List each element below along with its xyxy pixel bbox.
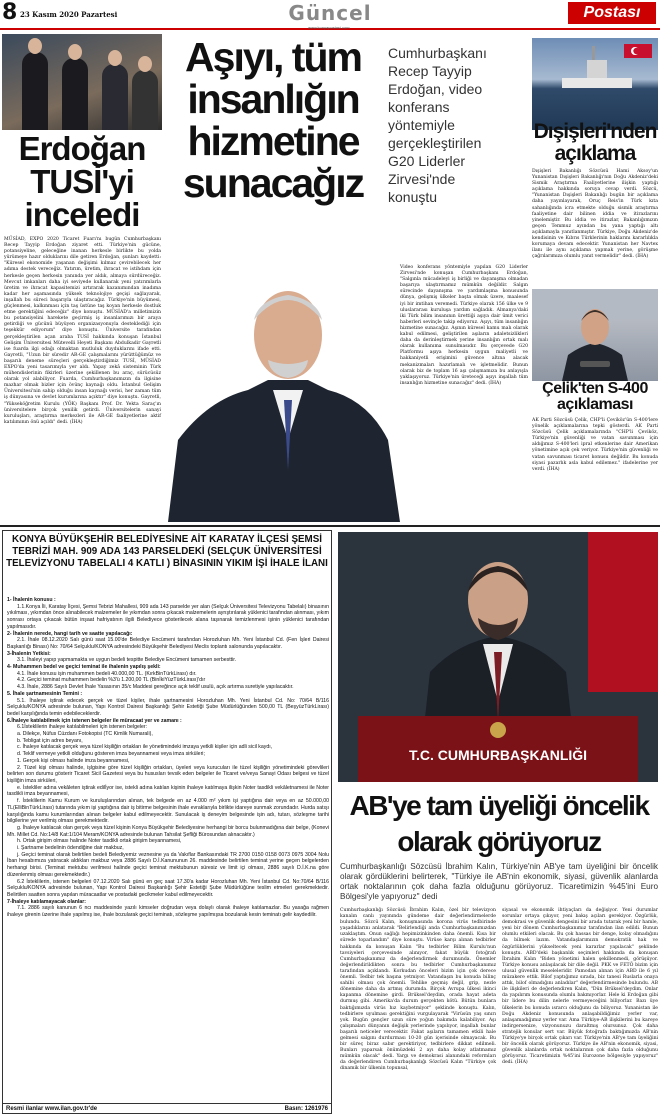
tender-paragraph	[7, 637, 329, 650]
tender-paragraph-text: 6.1İsteklilerin ihaleye katılabilmeleri için istenen belgeler:	[17, 724, 148, 731]
tender-paragraph	[7, 899, 329, 906]
tender-paragraph-text: 6.2 İsteklilerin, istenen belgeleri 07.12.2020 Salı günü en geç saat 17.30'a kadar Horozluhan Mh. Yeni İstanbul Cd. No:70/64 B/116 Selçuklu/KONYA adresinde bulunan, Yapı Kontrol Dairesi Başkanlığı Şehir Estetiği Şube Müdürlüğüne teslim etmeleri gerekmektedir. Belirtilen saatten sonra yapılan müracaatlar ve postadaki gecikmeler kabul edilmeyecektir.	[7, 878, 329, 898]
tender-paragraph-text: 1. Gerçek kişi olması halinde imza beyannamesi,	[17, 757, 130, 764]
vaccine-body: Video konferans yöntemiyle yapılan G20 Liderler Zirvesi'nde konuşan Cumhurbaşkanı Erdoğan, "Salgınla mücadeleyi iş birliği ve dayanışma olmadan başarıya ulaştırmamız mümkün değildir. Salgın sürecinde dayanışma ve yardımlaşma konusunda dünya, gelişmiş ülkeler başta olmak üzere, maalesef iyi bir imtihan veremedi. Türkiye olarak 156 ülke ve 9 uluslararası kuruluşa yardım sağladık. Almanya'daki iki Türk bilim insanının ürettiği aşıya dair ümit verici haberleri sevinçle takip ediyoruz. Aşıyı, tüm insanlığın hizmetine sunacağız. Aşının küresel kamu malı olarak kabul edilmesi, geliştirilen aşıların adaletsizlikleri daha da derinleştirmek yerine insanlığın ortak malı olarak kullanıma sunulmasıdır. Bu çerçevede G20 Platformu aşıya herkesin uygun maliyetli ve hakkaniyetli erişimini güvence altına alacak mekanizmaları hazırlamalı ve işletmelidir. Bunun olarak biz de toplam 16 aşı çalışmamıza bu anlayışla yaklaşıyoruz. Türkiye'nin üreteceği aşıyı inşallah tüm insanlığın hizmetine sunacağız" dedi. (İHA)	[400, 265, 528, 386]
tender-paragraph	[7, 698, 329, 718]
tender-paragraph-text: j. Geçici teminat olarak belirtilen bedeli Belediyemiz veznesine ya da Vakıflar Bankasındaki TR 2700 0150 0158 0073 0975 3004 Nolu İban hesabımıza yatıracak aldıkları makbuz veya 2886 Sayılı D.İ.Kanununun 26. maddesinde belirtilen teminat yerine geçen belgelerden herhangi birisi. (Teminat mektubu verilmesi halinde geçici teminat mektubunun süresiz ve limit içi olması, 2886 sayılı D.İ.K.na göre düzenlenmiş olması gerekmektedir.)	[7, 851, 329, 878]
vaccine-headline: Aşıyı, tüm insanlığın hizmetine sunacağız	[182, 34, 364, 206]
tender-body	[7, 597, 329, 919]
tender-paragraph-text: 4.3. İhale, 2886 Sayılı Devlet İhale Yasasının 35/c Maddesi gereğince açık teklif usulü, açık artırma suretiyle yapılacaktır.	[17, 684, 294, 691]
tender-paragraph-heading: 7-İhaleye katılamayacak olanlar:	[7, 898, 87, 905]
tender-paragraph-heading: 5. İhale şartnamesinin Temini :	[7, 690, 83, 697]
tender-paragraph	[7, 744, 329, 751]
tender-paragraph-text: g. İhaleye katılacak olan gerçek veya tüzel kişinin Konya Büyükşehir Belediyesine herhangi bir borcu bulunmadığına dair belge, (Konevi Mh. Millet Cd. No:14/8 Kat:1/104 Meram/KONYA adresinde bulunan Tahsilat Şefliği Bürosundan alınacaktır.)	[7, 824, 329, 838]
tender-paragraph-text: e. İstekliler adına vekâleten iştirak edilİyor ise, istekli adına katılan kişinin ihaleye katılmaya ilişkin Noter tasdikli vekâletnamesi ile Noter tasdikli imza beyannamesi,	[7, 784, 329, 798]
ship-photo	[532, 38, 658, 130]
ab-body-col2: siyasal ve ekonomik ihtiyaçları da değişiyor. Yeni durumlar sorunlar ortaya çıkıyor, yeni bakış açıları gerekiyor. Özgürlük, demokrasi ve güvenlik dengesini bir arada tutarak yeni bir hamle, yeni bir dönem Cumhurbaşkanımız tarafından ilan edildi. Bunun olumlu etkileri olacak. Bu çok hassas bir denge, kolay olmadığını da bilmek lazım. Vatandaşlarımızın demokratik hak ve özgürlüklerini yükseltecek yeni kararlar yapılacak" şeklinde konuştu. ABD'deki başkanlık seçimleri hakkında da konuşan İbrahim Kalın "Biden yönetimi halen şekillenmedi, görüşüyor. Türkiye konusu anlaşılacak bir dile değil. PKK ve FETÖ bizim için ulusal güvenlik meseleleridir. Pamodan alınan için ABD ile 6 yıl müzakere ettik. Bilof yaptığımız sırada, biz tanesi Ruslarla onaya attık, bilof olmadığını anladılar" değerlendirmesinde bulundu. AB ile ilişkileri de değerlendiren Kalın, "Dün Brüksel'deydim. Onlar da yapılırım konusunda olumlu bakmıyorlar. Hele ki Erdoğan gibi bir lidere bu dilin nelerle vermeyeceğini biliyorlar. Bazı üye ülkelerin bu konuda ısrarcı olduğunu da biliyoruz. Yunanistan ile Doğu Akdeniz konusunda anlaşabildiğimiz yerler var, anlaşamadığımız yerler var. Ama Türkiye-AB ilişkilerini bu kareye indirgersenize, vizyonunuzu daraltmış olursunuz. Çok daha stratejik konular sert var. Büyük fotoğrafa baktığımızda AB'nin Türkiye'ye birçok ortak çıkarı var. Türkiye'nin AB'ye tam üyeliğini bir öncelik olarak görüyoruz. Türkiye ile AB'nin ekonomik, siyasi, güvenlik alanlarda ortak noktalarının çok daha fazla olduğunu görüyoruz. Ticaretimizin %45'ini Eurozone bölgesiyle yapıyoruz" dedi. (İHA)	[502, 908, 658, 1066]
tender-paragraph-text: 2.1. İhale 08.12.2020 Salı günü saat 15.00'de Belediye Encümeni tarafından Horozluhan Mh. Yeni İstanbul Cd. (Fen İşleri Dairesi Başkanlığı Binası) No: 70/64 Selçuklu/KONYA adresindeki Büyükşehir Belediyesi Meclis toplantı salonunda yapılacaktır.	[7, 637, 329, 650]
erdogan-tusi-photo	[2, 34, 162, 130]
disisleri-headline: Dışişleri'nden açıklama	[533, 120, 657, 165]
tender-paragraph	[7, 879, 329, 899]
tender-paragraph-heading: 6.İhaleye katılabilmek için istenen belgeler ile müracaat yer ve zamanı :	[7, 717, 182, 724]
tender-paragraph-heading: 4- Muhammen bedel ve geçici teminat ile ihalenin yapılış şekli:	[7, 664, 161, 671]
tender-paragraph	[7, 758, 329, 765]
tender-paragraph	[7, 825, 329, 838]
tender-footer-press-id: Basın: 1261976	[284, 1106, 328, 1112]
tender-paragraph-text: 4.1. İhale konusu işin muhammen bedeli 40.000,00 TL. (KırkBinTürkLirası) dır.	[17, 670, 197, 677]
tender-paragraph	[7, 751, 329, 758]
tender-paragraph-text: 1.1.Konya İli, Karatay İlçesi, Şemsi Tebrizi Mahallesi, 909 ada 143 parselde yer alan (Selçuk Üniversitesi Televizyonu Tabelalı) binasının yıkılması, yıkımdan önce alınabilecek malzemeler ile yıkımdan sonra çıkacak malzemelerin ayrıştırılarak yüklenici tarafından alınması, yıkım sonrası ortaya çıkacak bütün inşaat hafriyatının ilgili Belediyece gösterilecek alana taşınarak temizlenmesi işinin yüklenici tarafından yapılmasıdır.	[7, 603, 329, 630]
tender-paragraph-text: 3.1. İhaleyi yapıp yapmamakta ve uygun bedeli tespitte Belediye Encümeni tamamen serbesttir.	[17, 657, 237, 664]
celik-body: AK Parti Sözcüsü Çelik, CHP'li Çeviköz'ün S-400'lere yönelik açıklamalarına tepki gösterdi. AK Parti Sözcüsü Çelik açıklamalarında "CHP'li Çeviköz, Türkiye'nin güvenliği ve vatan savunması için aldığımız S-400'leri ipral etkenlerine dair Amerikan yönetimine açık çek veriyor. Türkiye'nin güvenliği ve vatan savunması ticaret konusu değildir. Bu konuda siyasi pazarlık asla kabul edilemez." ifadelerine yer verdi. (İHA)	[532, 418, 658, 472]
tender-paragraph	[7, 765, 329, 785]
tender-paragraph	[7, 845, 329, 852]
tender-title: KONYA BÜYÜKŞEHİR BELEDİYESİNE AİT KARATAY İLÇESİ ŞEMSİ TEBRİZİ MAH. 909 ADA 143 PARSELDEKİ (SELÇUK ÜNİVERSİTESİ TELEVİZYONU TABELALI 4 KATLI ) BİNASININ YIKIM İŞİ İHALE İLANI	[6, 534, 328, 569]
tender-paragraph-text: 7.1. 2886 sayılı kanunun 6 ncı maddesinde yazılı kimseler doğrudan veya dolaylı olarak ihaleye katılamazlar. Bu yasağa rağmen ihaleye girenin üzerine ihale yapılmış ise, ihale bozularak geçici teminatı, sözleşme yapılmışsa bozularak kesin teminatı gelir kaydedilir.	[7, 905, 329, 919]
tender-paragraph-heading: 3-İhalenin Yetkisi:	[7, 650, 51, 657]
kalin-photo-sign: T.C. CUMHURBAŞKANLIĞI	[408, 747, 588, 763]
tender-paragraph	[7, 724, 329, 731]
erdogan-body: MÜSİAD, EXPO 2020 Ticaret Fuarı'nı bugün Cumhurbaşkanı Recep Tayyip Erdoğan ziyaret etti. Türkiye'nin gücüne, potansiyeline, geleceğine inanan herkesle birlikte bu yolda yürümeye hazır olduklarını dile getiren Erdoğan, şunları kaydetti: "Küresel ekonomide yaşanan değişimi kılmaz çevirebilecek her adıma destek vereceğiz. Yatırım, üretim, ihracat ve istihdam için herkesle geçen herkesin yanında yer aldık, almaya sürdüreceğiz. Mevcut imkanları daha iyi seviyede kullanarak yeni yatırımlarla üretim ve ihracat kapasitemizi artırarak kazanımından inadıma kadar her aşamasında yüksek teknolojiye geçişi sağlayarak, inşallah bu süreci başarıyla ulaştıracağız. Türkiye'nin büyümesi, güçlenmesi, kalkınması için taş üstüne taş koyan herkesle dostluk etme gerektiğini edeceğiz" diye konuştu. MÜSİAD'a milletimizin bu potansiyelini harekete geçirmiş iş insanlarımızı bir araya getirdiği ve gücünü büyüyen organizasyonuyla desteklediği için teşekkür ediyorum" diye konuştu. Üniversite tarafından gerçekleştirilen açan araba TUSİ hakkında konuşan İstanbul Gelişim Üniversitesi Mütevelli Heyeti Başkanı Abdulkadir Gayretli ise fuarda ilgi odağı olmaktan mutluluk duyduklarını ifade etti. Gayretli, "Uzun bir süredir AR-GE çalışmalarını yürüttüğümüz ve başarılı deneme süreçleri gerçekleştirdiğimiz TUSİ, MÜSİAD EXPO'da yeni tasarımıyla yer aldı. Yapay zekâ sisteminin Türk mühendislerinin fikirleri üzerine şekillenen bu araç, sürücüsüz olarak yol alabiliyor. Fuarda, Cumhurbaşkanımızın da ilgisine mazhar olmak bizler için övünç kaynağı oldu. İstanbul Gelişim Üniversitesi'nin sahip olduğu insan kaynağı verisi, her zaman tüm iş dünyasına ve devlet kurumlarına açıktır" diye konuştu. Gayretli, "Yükseköğretim Kurulu (YÖK) Başkanı Prof. Dr. Yekta Saraç'ın üniversitelere birçok yenilik getirdi. Üniversitelerin sanayi kuruluşları, araştırma merkezleri ile AR-GE faaliyetlerine aktif katılımının önü açıldı" dedi. (İHA)	[4, 237, 161, 425]
newspaper-logo: Postası	[568, 2, 656, 24]
tender-paragraph	[7, 905, 329, 918]
tender-paragraph	[7, 731, 329, 738]
ab-subhead: Cumhurbaşkanlığı Sözcüsü İbrahim Kalın, Türkiye'nin AB'ye tam üyeliğini bir öncelik olarak gördüklerini belirterek, "Türkiye ile AB'nin ekonomik, siyasi, güvenlik alanlarda ortak noktalarının çok daha fazla olduğunu görüyoruz. Ticaretimizin %45'ini Euro Bölgesi'yle yapıyoruz" dedi	[340, 862, 658, 901]
erdogan-portrait-photo	[168, 240, 416, 522]
tender-notice	[2, 530, 332, 1114]
tender-paragraph	[7, 852, 329, 879]
celik-photo	[532, 289, 658, 381]
disisleri-body: Dışişleri Bakanlığı Sözcüsü Hami Aksoy'un Yunanistan Dışişleri Bakanlığı'nın Doğu Akdeniz'deki Sismik Araştırma Faaliyetlerine ilişkin yaptığı açıklama hakkında soruya cevap verdi. Sözcü, "Yunanistan Dışişleri Bakanlığı bugün bir açıklama daha yayınlayarak, Oruç Reis'in Türk kıta sahanlığında icra etmekte olduğu sismik araştırma faaliyetine dair bilinen iddia ve itirazlarını yinelemiştir. Bu iddia ve itirazlar, Bakanlığımızın geçen Temmuz ayından bu yana yaptığı altı açıklamayla yanıtlanmıştır. Türkiye, Doğu Akdeniz'de kendisinin ve Kıbrıs Türklerinin haklarını kararlılıkla korumaya devam edecektir. Yunanistan her Navtex ilanı ile aynı açıklama yapmak yerine, görüşme çağrılarımıza olumlu yanıt vermelidir" dedi. (İHA)	[532, 169, 658, 260]
tender-paragraph	[7, 664, 329, 671]
tender-paragraph-text: 5.1. İhaleye iştirak edecek gerçek ve tüzel kişiler, ihale şartnamesini Horozluhan Mh. Yeni İstanbul Cd. No: 70/64 B/116 Selçuklu/KONYA adresinde bulunan, Yapı Kontrol Dairesi Başkanlığı Şehir Estetiği Şube Müdürlüğünden 500,00 TL (BeşyüzTürkLirası) bedel karşılığında temin edebileceklerdir.	[7, 697, 329, 717]
tender-paragraph-text: i. Şartname bedelinin ödendiğine dair makbuz,	[17, 845, 124, 852]
tender-paragraph-text: f. İsteklilerin Kamu Kurum ve kuruluşlarından alınan, tek belgede en az 4.000 m² yıkım işi yaptığına dair veya en az 50.000,00 TL(ElliBinTürkLirası) tutarında yıkım işi yaptığına dair iş bitirme belgesinin ihale evraklarıyla birlikte idareye sunmak zorundadır. Hurda satışı karşılığında kamu kurumlarından alınan belgeler kabul edilmeyecektir. Sunulacak iş deneyim belgesinde işin adı, tutarı, sözleşme tarihi bilgilerine yer verilmiş olması gerekmektedir.	[7, 798, 329, 825]
ab-body-col1: Cumhurbaşkanlığı Sözcüsü İbrahim Kalın, özel bir televizyon kanalın canlı yayınında gündeme dair değerlendirmelerde bulundu. Sözcü Kalın, konuşmasında korona virüs tedbirinde yaşadıklarını anlatarak "Belirlendiği anda Cumhurbaşkanımızdan uzaklaştım. Onun sağlığı hepimizinkinden daha önemli. Kısa bir sürede toparlandım" diye konuştu. Virüse karşı alınan tedbirler hakkında da konuşan Kalın "Bu tedbirler Bilim Kurulu'nun tavsiyeleri çerçevesinde alınıyor, fakat büyük fotoğrafı Cumhurbaşkanımız da değerlendirmek durumunda. Önemler değerlendirildikten sonra bu tedbirler Cumhurbaşkanımız tarafından açıklandı. Korkudan önceleri bizim için çok derece önemli. Tedbir tek başına yetmiyor. Vatandaşın bu konuda bilinç sahibi olması çok önemli. Tehlike geçmiş değil, grip, nezle dönemine daha da artmış durumda. Birçok Avrupa ülkesi ikinci kapanma dönemine girdi. Brüksel'deydim, orada hayat adeta durmuş gibi. Amerika'da durum gerçekten kötü. Bütün bunlara baktığımızda virüs hız kaybetmiyor" şeklinde konuştu. Kalın, tedbirlere uyulması gerektiğini vurgulayarak "Virüsün yaş sınırı yok. Bugün gençler uzun süre yoğun bakımda kalabiliyor. Aşı çalışmaları dünyanın değişik yerlerinde yapılıyor, inşallah bunlar başarılı neticeler verecektir. Fakat aşıların tamamen etkili hale gelmesi salgını durdurması 10-20 gün içerisinde olmayacak. Bu bir süreç biraz sabır gerektiriyor, tedbirlere dikkat edilmeli. Bunları yaparsak önümüzdeki 2 ayı daha kolay atlatmamız mümkün olacak" dedi. Yargı ve demokrasi alanındaki reformları da değerlendiren Cumhurbaşkanlığı Sözcüsü Kalın "Türkiye çok dinamik bir ülkenin topunsal,	[340, 908, 496, 1072]
tender-paragraph-text: a. Dilekçe, Nüfus Cüzdanı Fotokopisi (TC Kimlik Numarali),	[17, 731, 153, 738]
tender-paragraph	[7, 838, 329, 845]
erdogan-headline: Erdoğan TUSİ'yi inceledi	[18, 130, 146, 233]
tender-paragraph	[7, 785, 329, 798]
tender-paragraph-text: d. Teklif vermeye yetkili olduğunu gösteren imza beyannamesi veya imza sirküleri;	[17, 751, 205, 758]
tender-paragraph	[7, 798, 329, 825]
tender-paragraph-text: 2. Tüzel kişi olması halinde, işlgisine göre tüzel kişiliğin ortakları, üyeleri veya kurucuları ile tüzel kişiliğin yönetimindeki görevlileri belirten son durumu gösterir Ticaret Sicil Gazetesi veya bu hususları tevsik eden belgeler ile Ticaret ve/veya Sanayi Odası belgesi ve tüzel kişiliğin imza sirküleri,	[7, 764, 329, 784]
tender-paragraph-heading: 2- İhalenin nerede, hangi tarih ve saatte yapılacağı:	[7, 630, 133, 637]
tender-paragraph-heading: 1- İhalenin konusu :	[7, 597, 56, 603]
tender-paragraph	[7, 657, 329, 664]
page-number: 8	[2, 0, 18, 25]
tender-paragraph-text: h. Ortak girişim olması halinde Noter tasdikli ortak girişim beyannamesi,	[17, 838, 182, 845]
tender-footer-site[interactable]: Resmi ilanlar www.ilan.gov.tr'de	[6, 1106, 98, 1112]
tender-paragraph-text: 4.2. Geçici teminat muhammen bedelin %3'ü 1.200,00 TL (BinİkiYüzTürkLirası)'dır	[17, 677, 206, 684]
vaccine-subhead: Cumhurbaşkanı Recep Tayyip Erdoğan, video konferans yöntemiyle gerçekleştirilen G20 Liderler Zirvesi'nde konuştu	[388, 45, 487, 205]
section-title: Güncel	[288, 1, 372, 25]
tender-paragraph	[7, 604, 329, 631]
ab-headline: AB'ye tam üyeliği öncelik olarak görüyoruz	[349, 790, 649, 857]
tender-paragraph-text: b. Tebligat için adres beyanı,	[17, 737, 83, 744]
tender-paragraph	[7, 684, 329, 691]
section-divider	[0, 525, 660, 527]
site-url[interactable]: www.konyapostasi.com	[308, 25, 350, 30]
tender-paragraph	[7, 691, 329, 698]
tender-paragraph	[7, 597, 329, 604]
issue-date: 23 Kasım 2020 Pazartesi	[20, 10, 118, 19]
tender-footer	[3, 1103, 331, 1113]
celik-headline: Çelik'ten S-400 açıklaması	[542, 380, 648, 413]
kalin-photo	[338, 532, 658, 782]
tender-paragraph-text: c. İhaleye katılacak gerçek veya tüzel kişiliğin ortakları ile yönetimindeki imzaya yetkili kişiler için adli sicil kaydı,	[17, 744, 273, 751]
